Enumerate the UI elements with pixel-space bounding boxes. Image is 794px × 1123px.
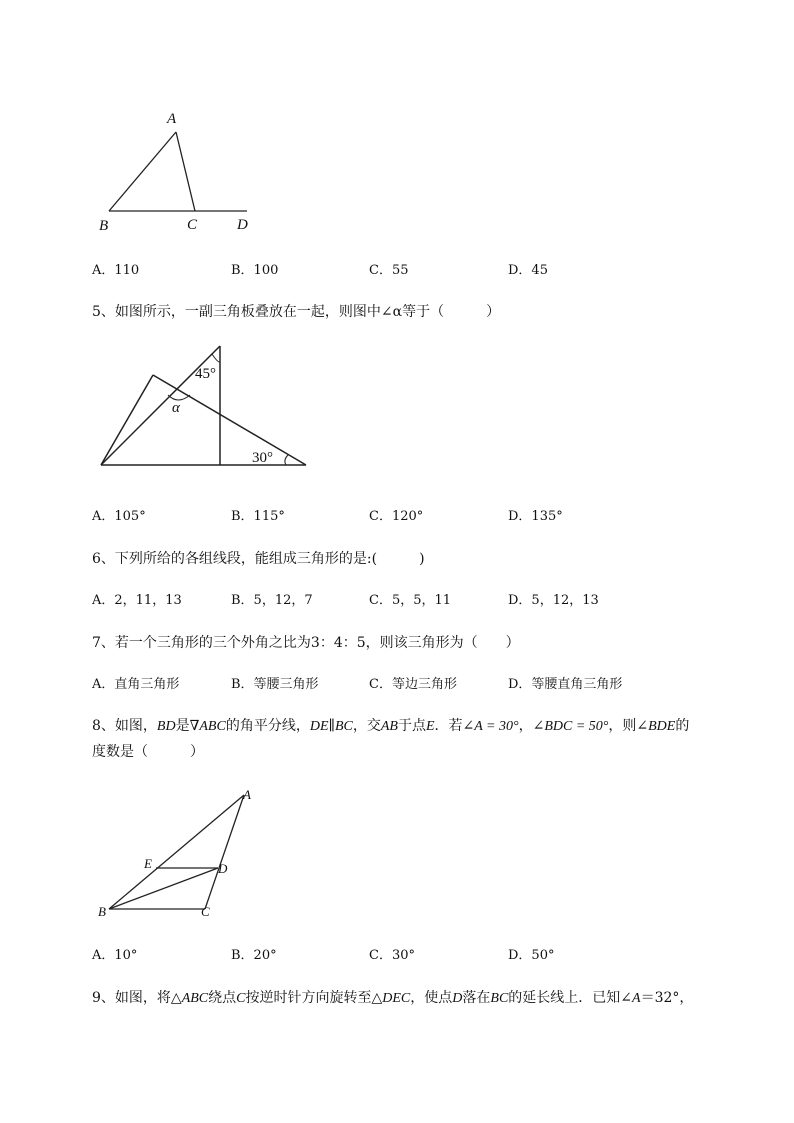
q8-text-part: ，	[518, 718, 533, 734]
q9-text	[92, 988, 693, 1009]
q4-option-c: C．55	[369, 263, 409, 278]
q4-option-a: A．110	[92, 263, 140, 278]
q6-text: 6、下列所给的各组线段，能组成三角形的是:( )	[92, 551, 425, 567]
label-E: E	[144, 856, 152, 871]
q6-option-b: B．5，12，7	[231, 593, 313, 608]
q9-text-part: ＝32°，	[640, 990, 694, 1006]
q8-option-d: D．50°	[508, 948, 555, 963]
q8-text-part: ．若	[434, 718, 463, 734]
q5-option-b: B．115°	[231, 509, 285, 524]
q6-option-d: D．5，12，13	[508, 593, 599, 608]
q7-option-c: C．等边三角形	[369, 677, 457, 692]
q9-text-part: ，使点	[410, 990, 453, 1006]
q9-text-part: 按逆时针方向旋转至△	[245, 990, 383, 1006]
label-A: A	[243, 787, 251, 802]
q9-text-part: 的延长线上．已知∠	[508, 990, 633, 1006]
angle-45-label: 45°	[195, 366, 216, 382]
angle-30-label: 30°	[252, 450, 273, 466]
q8-text-line2: 度数是（ ）	[92, 744, 204, 760]
figure-q8	[90, 785, 265, 925]
q8-text-part: ，则	[608, 718, 637, 734]
q7-option-b: B．等腰三角形	[231, 677, 319, 692]
label-C: C	[187, 217, 198, 233]
q8-math-de-parallel-bc: DE∥BC	[309, 719, 353, 734]
q8-math-e: E	[425, 719, 435, 734]
q8-text-part: ，交	[352, 718, 381, 734]
q8-math-angle-a: ∠A = 30°	[462, 719, 519, 734]
label-C: C	[201, 904, 210, 919]
q8-option-c: C．30°	[369, 948, 415, 963]
q7-text: 7、若一个三角形的三个外角之比为3：4：5，则该三角形为（ ）	[92, 635, 520, 651]
q8-option-a: A．10°	[92, 948, 138, 963]
q8-text-part: 于点	[397, 718, 426, 734]
q5-option-d: D．135°	[508, 509, 563, 524]
q6-option-c: C．5，5，11	[369, 593, 452, 608]
q8-text-line1	[92, 716, 689, 737]
q9-math-abc: ABC	[181, 991, 209, 1006]
q4-option-b: B．100	[231, 263, 279, 278]
figure-q5	[90, 335, 320, 475]
q5-text: 5、如图所示，一副三角板叠放在一起，则图中∠α等于（ ）	[92, 304, 501, 320]
q5-option-c: C．120°	[369, 509, 424, 524]
q8-math-angle-bdc: ∠BDC = 50°	[532, 719, 609, 734]
q8-text-part: 的角平分线，	[225, 718, 310, 734]
label-A: A	[167, 111, 177, 127]
q9-math-c: C	[236, 991, 246, 1006]
q8-math-angle-bde: ∠BDE	[636, 719, 676, 734]
q9-math-a: A	[632, 991, 641, 1006]
q8-math-ab: AB	[380, 719, 398, 734]
label-B: B	[99, 218, 109, 234]
q8-option-b: B．20°	[231, 948, 277, 963]
q9-math-dec: DEC	[382, 991, 411, 1006]
q9-text-part: 落在	[462, 990, 491, 1006]
q8-text-part: 是∇	[175, 718, 200, 734]
q9-math-d: D	[452, 991, 463, 1006]
label-D: D	[218, 861, 228, 876]
q6-option-a: A．2，11，13	[92, 593, 182, 608]
q7-option-a: A．直角三角形	[92, 677, 180, 692]
q4-option-d: D．45	[508, 263, 548, 278]
q8-math-abc: ABC	[199, 719, 226, 734]
angle-alpha-label: α	[172, 400, 180, 416]
q9-text-part: 9、如图，将△	[92, 990, 182, 1006]
label-D: D	[237, 217, 248, 233]
q9-math-bc: BC	[490, 991, 509, 1006]
q8-math-bd: BD	[156, 719, 176, 734]
figure-q4	[90, 105, 270, 235]
q8-text-part: 8、如图，	[92, 718, 157, 734]
q5-option-a: A．105°	[92, 509, 146, 524]
q8-text-part: 的	[675, 718, 690, 734]
q9-text-part: 绕点	[208, 990, 237, 1006]
q7-option-d: D．等腰直角三角形	[508, 677, 623, 692]
label-B: B	[98, 904, 106, 919]
